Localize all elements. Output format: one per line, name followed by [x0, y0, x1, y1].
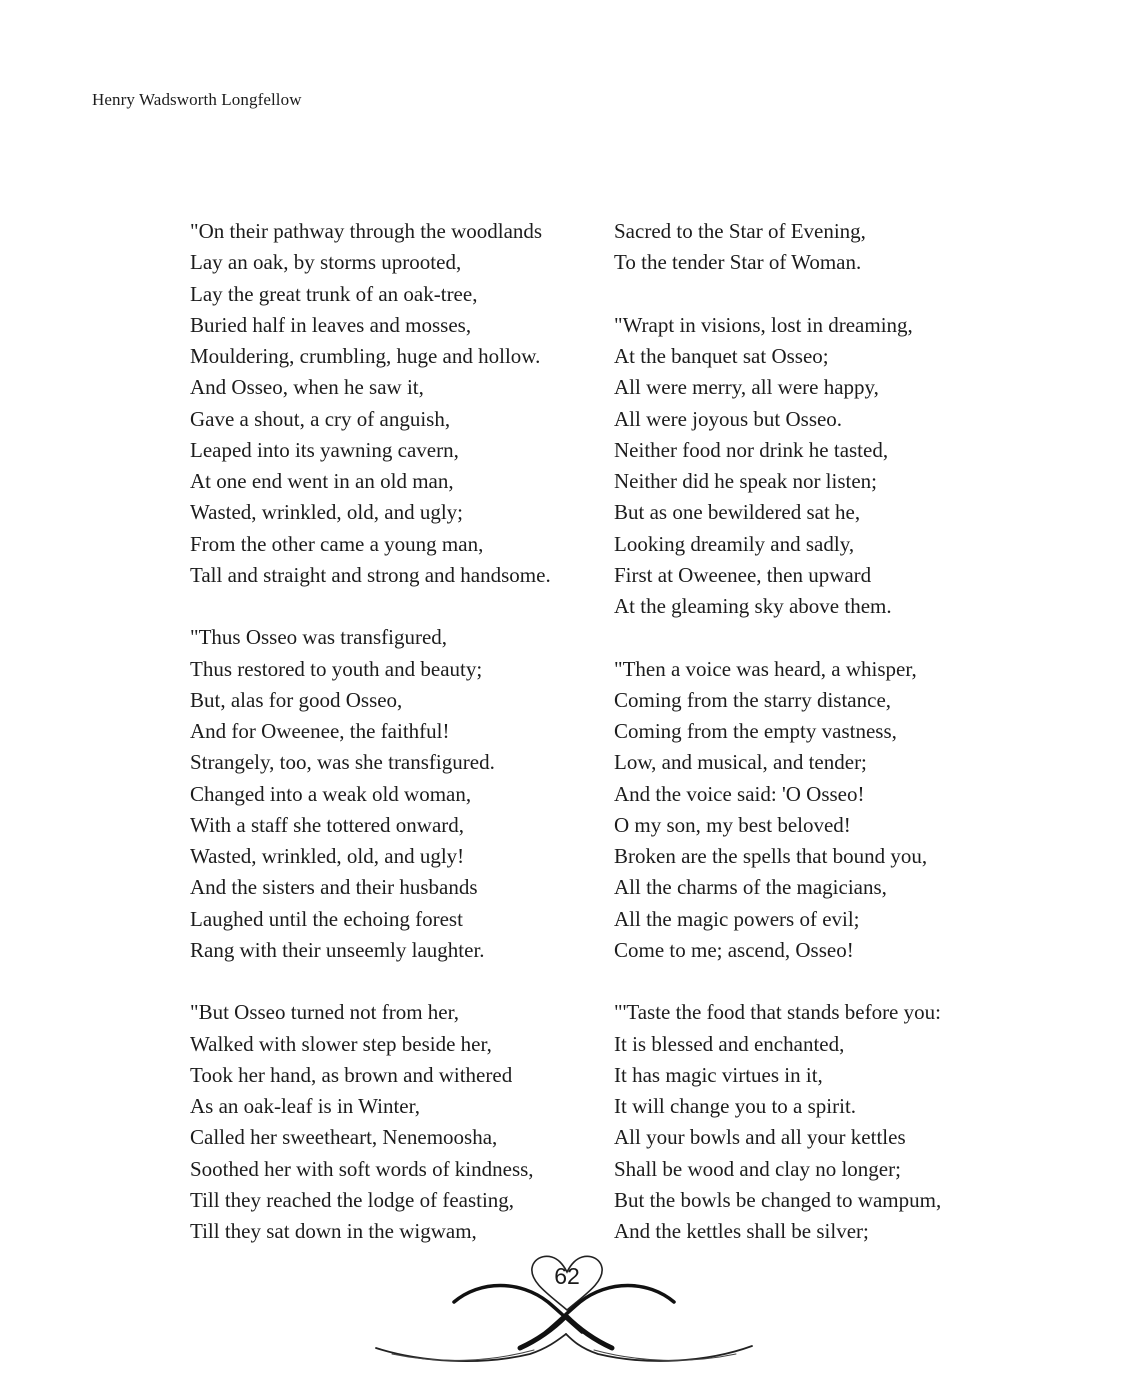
poem-line: From the other came a young man, — [190, 531, 484, 556]
poem-line: Laughed until the echoing forest — [190, 906, 463, 931]
poem-line: At the gleaming sky above them. — [614, 594, 892, 618]
poem-line: First at Oweenee, then upward — [614, 562, 872, 587]
poem-line: Mouldering, crumbling, huge and hollow. — [190, 344, 541, 368]
poem-line: At the banquet sat Osseo; — [614, 344, 829, 368]
poem-line: But the bowls be changed to wampum, — [614, 1187, 942, 1212]
poem-line: Rang with their unseemly laughter. — [190, 937, 485, 962]
poem-line: "But Osseo turned not from her, — [190, 1000, 460, 1025]
poem-line: Leaped into its yawning cavern, — [190, 437, 459, 462]
poem-line: At one end went in an old man, — [190, 469, 454, 493]
poem-line: Buried half in leaves and mosses, — [190, 312, 472, 337]
poem-line: With a staff she tottered onward, — [190, 812, 465, 837]
poem-line: Soothed her with soft words of kindness, — [190, 1156, 534, 1181]
poem-line: All were joyous but Osseo. — [614, 406, 843, 431]
poem-line: All the charms of the magicians, — [614, 875, 887, 900]
poem-line: And the kettles shall be silver; — [614, 1219, 869, 1243]
poem-line: Strangely, too, was she transfigured. — [190, 750, 495, 775]
poem-line: Looking dreamily and sadly, — [614, 531, 855, 556]
poem-line: And the sisters and their husbands — [190, 875, 478, 900]
stanza — [190, 997, 600, 1247]
poem-line: Lay the great trunk of an oak-tree, — [190, 281, 478, 306]
poem-line: And the voice said: 'O Osseo! — [614, 781, 865, 806]
poem-line: Tall and straight and strong and handsome. — [190, 562, 551, 587]
stanza — [614, 310, 1034, 623]
poem-line: Coming from the starry distance, — [614, 687, 892, 712]
poem-line: Called her sweetheart, Nenemoosha, — [190, 1125, 498, 1150]
poem-line: Come to me; ascend, Osseo! — [614, 937, 854, 962]
poem-line: Lay an oak, by storms uprooted, — [190, 250, 462, 275]
poem-line: Neither did he speak nor listen; — [614, 469, 878, 493]
poem-line: Walked with slower step beside her, — [190, 1031, 492, 1056]
poem-line: All the magic powers of evil; — [614, 906, 860, 931]
poem-line: All your bowls and all your kettles — [614, 1125, 906, 1150]
poem-line: And for Oweenee, the faithful! — [190, 719, 450, 743]
poem-line: Gave a shout, a cry of anguish, — [190, 406, 451, 431]
poem-line: Thus restored to youth and beauty; — [190, 656, 483, 681]
poem-line: Wasted, wrinkled, old, and ugly! — [190, 844, 465, 868]
poem-line: Changed into a weak old woman, — [190, 781, 472, 806]
poem-line: And Osseo, when he saw it, — [190, 375, 424, 400]
poem-line: Sacred to the Star of Evening, — [614, 219, 866, 243]
stanza — [614, 216, 1034, 279]
poem-line: It has magic virtues in it, — [614, 1062, 823, 1087]
poem-line: "'Taste the food that stands before you: — [614, 1000, 941, 1025]
poem-line: Wasted, wrinkled, old, and ugly; — [190, 500, 464, 525]
poem-line: O my son, my best beloved! — [614, 812, 851, 837]
poem-line: "On their pathway through the woodlands — [190, 219, 543, 243]
poem-column-left — [190, 216, 600, 1279]
poem-line: All were merry, all were happy, — [614, 375, 879, 400]
stanza — [190, 622, 600, 966]
poem-line: Till they sat down in the wigwam, — [190, 1219, 477, 1243]
poem-line: To the tender Star of Woman. — [614, 250, 862, 275]
poem-line: As an oak-leaf is in Winter, — [190, 1094, 421, 1118]
poem-line: "Wrapt in visions, lost in dreaming, — [614, 312, 913, 337]
poem-line: It will change you to a spirit. — [614, 1094, 857, 1118]
poem-line: "Then a voice was heard, a whisper, — [614, 656, 917, 681]
stanza — [190, 216, 600, 591]
poem-column-right — [614, 216, 1034, 1279]
page-number: 62 — [554, 1263, 580, 1289]
stanza — [614, 997, 1034, 1247]
poem-line: "Thus Osseo was transfigured, — [190, 625, 448, 650]
stanza — [614, 654, 1034, 967]
poem-line: Coming from the empty vastness, — [614, 719, 897, 743]
poem-line: But as one bewildered sat he, — [614, 500, 861, 525]
running-head-author: Henry Wadsworth Longfellow — [92, 90, 302, 109]
poem-line: It is blessed and enchanted, — [614, 1031, 845, 1056]
poem-line: Neither food nor drink he tasted, — [614, 437, 889, 462]
poem-line: Till they reached the lodge of feasting, — [190, 1187, 515, 1212]
poem-line: Shall be wood and clay no longer; — [614, 1156, 901, 1181]
poem-line: Low, and musical, and tender; — [614, 750, 867, 775]
poem-line: Broken are the spells that bound you, — [614, 844, 928, 868]
poem-line: But, alas for good Osseo, — [190, 687, 403, 712]
poem-line: Took her hand, as brown and withered — [190, 1062, 513, 1087]
